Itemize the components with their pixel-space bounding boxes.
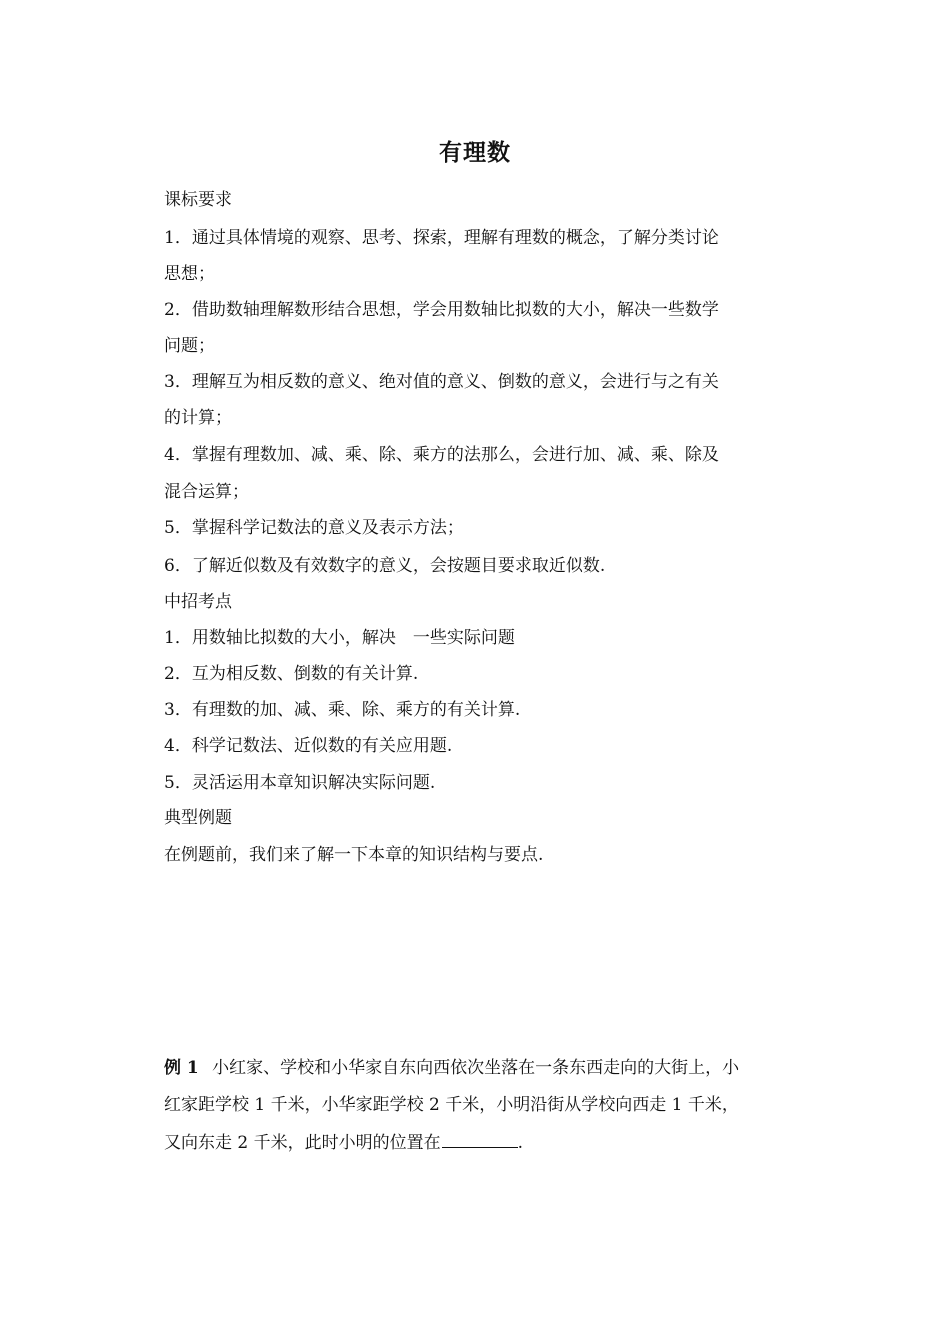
exam-point-4: 4．科学记数法、近似数的有关应用题.: [164, 736, 453, 756]
examples-intro: 在例题前，我们来了解一下本章的知识结构与要点.: [164, 845, 544, 865]
curriculum-item-5: 5．掌握科学记数法的意义及表示方法；: [164, 518, 464, 538]
curriculum-item-2-line-2: 问题；: [164, 336, 215, 356]
section-heading-curriculum: 课标要求: [164, 190, 232, 210]
example-1-line-1: [164, 1056, 739, 1080]
example-1-label: 例 1: [164, 1058, 199, 1078]
example-1-period: .: [517, 1133, 524, 1153]
section-heading-examples: 典型例题: [164, 808, 232, 828]
section-heading-exam-points: 中招考点: [164, 592, 232, 612]
curriculum-item-3-line-2: 的计算；: [164, 408, 232, 428]
curriculum-item-1-line-1: 1．通过具体情境的观察、思考、探索，理解有理数的概念，了解分类讨论: [164, 228, 719, 248]
exam-point-2: 2．互为相反数、倒数的有关计算.: [164, 664, 419, 684]
answer-blank: [442, 1129, 518, 1148]
example-1-line-2: 红家距学校 1 千米，小华家距学校 2 千米，小明沿街从学校向西走 1 千米，: [164, 1095, 739, 1115]
curriculum-item-6: 6．了解近似数及有效数字的意义，会按题目要求取近似数.: [164, 556, 606, 576]
curriculum-item-1-line-2: 思想；: [164, 264, 215, 284]
page-title: 有理数: [439, 140, 511, 166]
curriculum-item-4-line-2: 混合运算；: [164, 482, 249, 502]
exam-point-3: 3．有理数的加、减、乘、除、乘方的有关计算.: [164, 700, 521, 720]
example-1-text-1: 小红家、学校和小华家自东向西依次坐落在一条东西走向的大街上，小: [212, 1058, 740, 1078]
exam-point-5: 5．灵活运用本章知识解决实际问题.: [164, 773, 436, 793]
example-1-line-3: [164, 1129, 523, 1155]
example-1-text-3: 又向东走 2 千米，此时小明的位置在: [164, 1133, 441, 1153]
curriculum-item-4-line-1: 4．掌握有理数加、减、乘、除、乘方的法那么，会进行加、减、乘、除及: [164, 445, 719, 465]
curriculum-item-2-line-1: 2．借助数轴理解数形结合思想，学会用数轴比拟数的大小，解决一些数学: [164, 300, 719, 320]
curriculum-item-3-line-1: 3．理解互为相反数的意义、绝对值的意义、倒数的意义，会进行与之有关: [164, 372, 719, 392]
exam-point-1: 1．用数轴比拟数的大小，解决 一些实际问题: [164, 628, 515, 648]
